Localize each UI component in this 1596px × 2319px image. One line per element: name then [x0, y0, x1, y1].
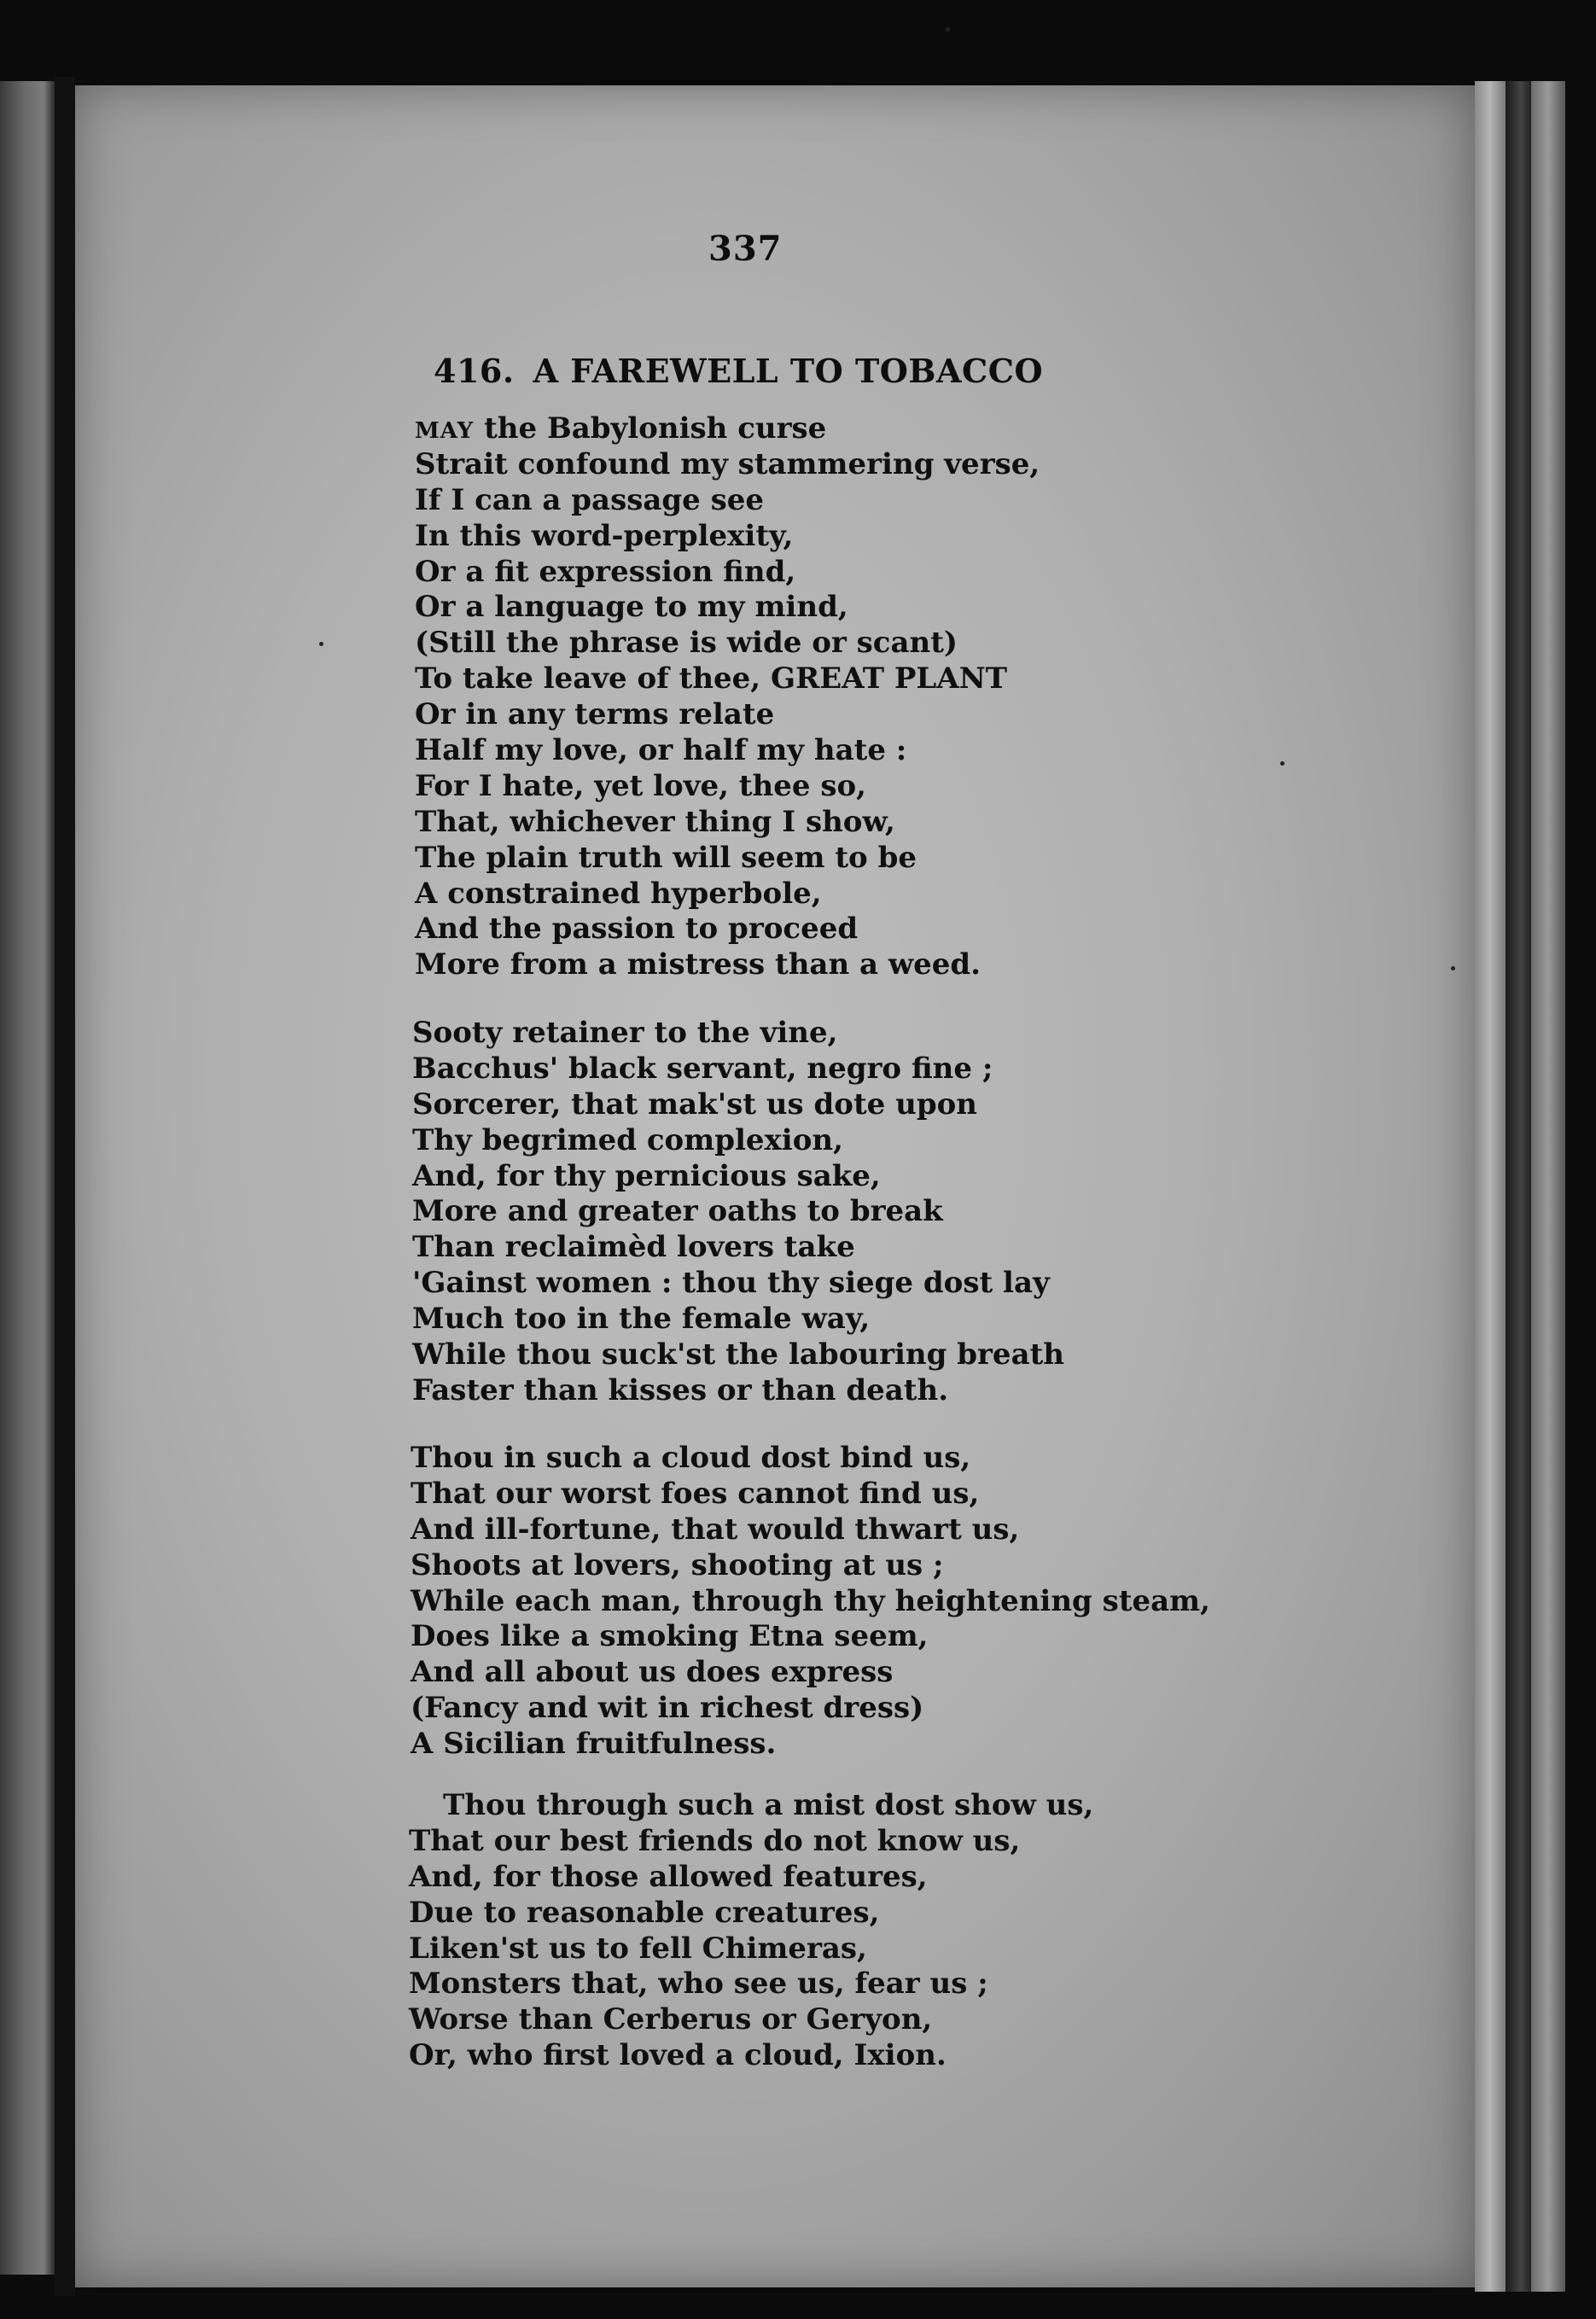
right-binding-edge	[1531, 81, 1565, 2292]
poem-line: That our worst foes cannot find us,	[411, 1476, 980, 1511]
poem-line: That, whichever thing I show,	[415, 804, 895, 839]
poem-line: Or a language to my mind,	[415, 590, 848, 625]
scan-speck	[1280, 761, 1284, 766]
poem-line: Thy begrimed complexion,	[412, 1122, 843, 1157]
poem-line: Shoots at lovers, shooting at us ;	[411, 1547, 944, 1582]
poem-line: Than reclaimèd lovers take	[412, 1230, 855, 1265]
scan-speck	[946, 27, 950, 32]
poem-line: (Still the phrase is wide or scant)	[415, 626, 958, 661]
poem-line: (Fancy and wit in richest dress)	[411, 1691, 924, 1726]
poem-line: Much too in the female way,	[412, 1302, 871, 1337]
stanza-3	[411, 1441, 1210, 1763]
stanza-2	[412, 1016, 1064, 1409]
scan-speck	[319, 642, 323, 646]
poem-line: Thou through such a mist dost show us,	[443, 1788, 1094, 1822]
stanza-4	[409, 1788, 1093, 2074]
poem-line: Faster than kisses or than death.	[412, 1372, 949, 1407]
poem-line: More from a mistress than a weed.	[415, 947, 981, 982]
poem-line: Thou in such a cloud dost bind us,	[411, 1441, 971, 1475]
poem-line: A Sicilian fruitfulness.	[411, 1727, 777, 1762]
poem-number: 416.	[434, 352, 515, 390]
poem-line: 'Gainst women : thou thy siege dost lay	[412, 1266, 1050, 1301]
poem-line: Half my love, or half my hate :	[415, 733, 907, 768]
poem-line: Monsters that, who see us, fear us ;	[409, 1966, 988, 2001]
poem-line: MAY the Babylonish curse	[415, 411, 827, 446]
poem-line: And, for thy pernicious sake,	[412, 1158, 881, 1193]
poem-line: Bacchus' black servant, negro fine ;	[412, 1051, 993, 1086]
right-binding-shadow	[1506, 81, 1531, 2292]
left-page-edge	[0, 81, 55, 2275]
poem-line: That our best friends do not know us,	[409, 1823, 1021, 1858]
poem-line: For I hate, yet love, thee so,	[415, 768, 866, 803]
poem-line: The plain truth will seem to be	[415, 840, 917, 875]
poem-line: Worse than Cerberus or Geryon,	[409, 2002, 933, 2037]
poem-line: Sorcerer, that mak'st us dote upon	[412, 1087, 978, 1122]
scan-speck	[1451, 966, 1455, 970]
book-gutter	[55, 77, 75, 2296]
poem-line: More and greater oaths to break	[412, 1194, 943, 1229]
poem-line: Or, who first loved a cloud, Ixion.	[409, 2038, 947, 2073]
poem-line: Or a fit expression find,	[415, 554, 796, 589]
poem-line: A constrained hyperbole,	[415, 876, 822, 911]
poem-line: And, for those allowed features,	[409, 1859, 928, 1894]
page-number: 337	[708, 229, 783, 269]
poem-line: And ill-fortune, that would thwart us,	[411, 1512, 1020, 1547]
poem-line: In this word-perplexity,	[415, 518, 794, 553]
poem-title: A FAREWELL TO TOBACCO	[533, 352, 1044, 390]
stanza-1	[415, 411, 1040, 983]
poem-line: Sooty retainer to the vine,	[412, 1016, 838, 1050]
right-page-edge	[1475, 81, 1506, 2292]
poem-line: And the passion to proceed	[415, 912, 859, 947]
first-word-small-caps: MAY	[415, 418, 475, 444]
poem-heading	[434, 352, 1043, 390]
poem-line: While each man, through thy heightening steam,	[411, 1583, 1210, 1618]
poem-line: Liken'st us to fell Chimeras,	[409, 1931, 867, 1966]
poem-line: And all about us does express	[411, 1655, 894, 1690]
poem-line: While thou suck'st the labouring breath	[412, 1337, 1065, 1372]
poem-line: Or in any terms relate	[415, 697, 775, 732]
poem-line: Strait confound my stammering verse,	[415, 446, 1040, 481]
poem-line: Does like a smoking Etna seem,	[411, 1619, 929, 1654]
poem-line: If I can a passage see	[415, 482, 765, 517]
poem-line: To take leave of thee, GREAT PLANT	[415, 661, 1008, 696]
poem-line: Due to reasonable creatures,	[409, 1895, 880, 1930]
